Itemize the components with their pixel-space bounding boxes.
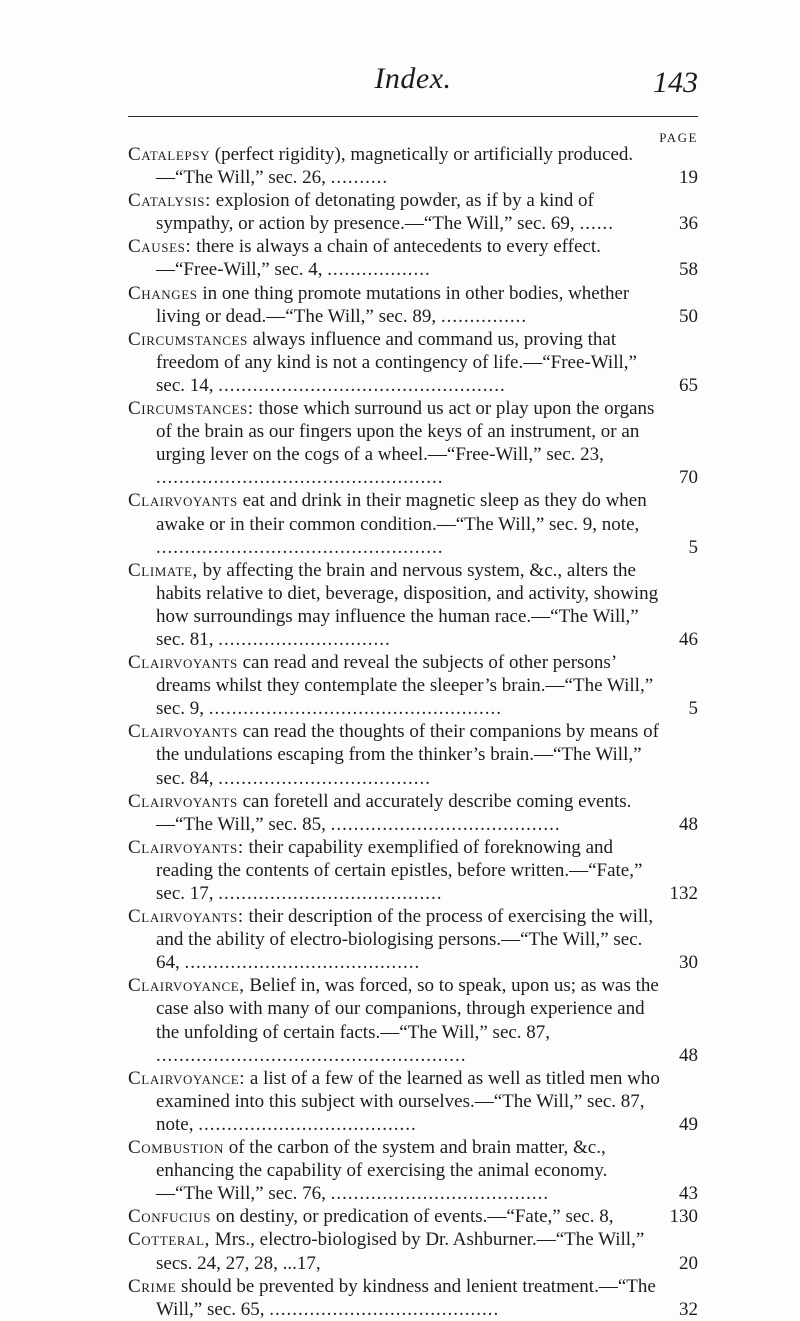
entry-page: 32 [679,1298,698,1320]
leader-dots: ...................................................... [156,1044,467,1066]
entry-text: explosion of detonating powder, as if by a kind of sympathy, or action by presence.—“The Will,” sec. 69, [156,190,594,235]
entry-page: 48 [679,813,698,835]
index-entry [128,1228,698,1274]
leader-dots: ...... [579,213,614,235]
entry-term: Clairvoyants [128,721,238,743]
entry-text: Mrs., electro-biologised by Dr. Ashburner.—“The Will,” secs. 24, 27, 28, ...17, [156,1229,645,1274]
leader-dots: ........................................ [330,813,561,835]
entry-term: Clairvoyants: [128,906,244,928]
entry-page: 132 [669,883,698,904]
entry-page: 48 [679,1044,698,1066]
index-entry [128,282,698,328]
entry-term: Clairvoyants [128,790,238,812]
index-entry [128,489,698,558]
entry-term: Clairvoyants: [128,836,244,858]
entry-page: 5 [688,536,698,558]
entry-term: Changes [128,282,198,304]
entry-text: always influence and command us, proving that freedom of any kind is not a contingency of life.—“Free-Will,” sec. 14, [156,328,637,396]
index-entry [128,836,698,905]
page-title: Index. [374,62,452,95]
entry-text: can read the thoughts of their companions by means of the undulations escaping from the thinker’s brain.—“The Will,” sec. 84, [156,721,659,789]
entry-text: can read and reveal the subjects of other persons’ dreams whilst they contemplate the sleeper’s brain.—“The Will,” sec. 9, [156,652,654,720]
entry-page: 70 [679,467,698,489]
entry-page: 58 [679,259,698,281]
entry-term: Confucius [128,1206,212,1228]
index-entry [128,905,698,974]
page-column-heading: PAGE [659,130,698,145]
entry-page: 130 [669,1206,698,1228]
index-entry [128,974,698,1066]
entry-text: eat and drink in their magnetic sleep as they do when awake or in their common condition.—“The Will,” sec. 9, note, [156,490,647,535]
leader-dots: .......... [330,167,389,189]
entry-term: Crime [128,1275,177,1297]
entry-page: 46 [679,628,698,650]
index-entry [128,1205,698,1228]
index-entry [128,235,698,281]
index-entry [128,1275,698,1321]
leader-dots: .................................................. [156,467,444,489]
entry-text: (perfect rigidity), magnetically or artificially produced.—“The Will,” sec. 26, [156,144,634,189]
entry-page: 36 [679,213,698,235]
header-rule [128,116,698,117]
entry-text: their description of the process of exercising the will, and the ability of electro-biologising persons.—“The Will,” sec. 64, [156,906,654,974]
entry-term: Clairvoyance, [128,975,245,997]
entry-text: on destiny, or predication of events.—“Fate,” sec. 8, [211,1206,614,1228]
leader-dots: ................................................... [208,698,503,720]
index-entry [128,328,698,397]
entry-term: Catalepsy [128,144,211,165]
leader-dots: ..................................... [218,767,432,789]
entry-text: Belief in, was forced, so to speak, upon us; as was the case also with many of our companions, through experience and the unfolding of certain facts.—“The Will,” sec. 87, [156,975,659,1043]
leader-dots: ....................................... [218,883,443,904]
page-number: 143 [653,66,698,99]
index-entry [128,1136,698,1205]
entry-page: 43 [679,1183,698,1205]
index-entry [128,1067,698,1136]
entry-text: their capability exemplified of foreknowing and reading the contents of certain epistles, before written.—“Fate,” sec. 17, [156,836,643,904]
entry-text: a list of a few of the learned as well as titled men who examined into this subject with ourselves.—“The Will,” sec. 87, note, [156,1067,660,1135]
entry-term: Circumstances [128,328,248,350]
leader-dots: .................................................. [218,374,506,396]
entry-term: Clairvoyants [128,652,238,674]
entry-text: in one thing promote mutations in other bodies, whether living or dead.—“The Will,” sec. 89, [156,282,630,327]
leader-dots: ...................................... [198,1113,417,1135]
leader-dots: ............... [440,305,528,327]
entry-text: should be prevented by kindness and lenient treatment.—“The Will,” sec. 65, [156,1275,656,1320]
entry-page: 50 [679,305,698,327]
entry-term: Clairvoyants [128,490,238,512]
index-entry [128,720,698,789]
entry-page: 30 [679,952,698,974]
index-entry [128,559,698,651]
entry-page: 5 [688,698,698,720]
leader-dots: .................. [327,259,431,281]
entry-text: of the carbon of the system and brain matter, &c., enhancing the capability of exercising the animal economy.—“The Will,” sec. 76, [156,1137,608,1205]
leader-dots: ......................................... [184,952,421,974]
index-entry [128,189,698,235]
index-entry [128,790,698,836]
entry-term: Catalysis: [128,190,212,212]
entry-text: can foretell and accurately describe coming events. —“The Will,” sec. 85, [156,790,632,835]
entry-text: by affecting the brain and nervous system, &c., alters the habits relative to diet, beverage, disposition, and activity, showing how surroundings may influence the human race.—“The Will,” sec. 81, [156,559,659,650]
entry-text: those which surround us act or play upon the organs of the brain as our fingers upon the keys of an instrument, or an urging lever on the cogs of a wheel.—“Free-Will,” sec. 23, [156,398,655,466]
leader-dots: .................................................. [156,536,444,558]
entry-text: there is always a chain of antecedents to every effect. —“Free-Will,” sec. 4, [156,236,601,281]
entry-term: Causes: [128,236,192,258]
entry-page: 65 [679,374,698,396]
index-entries [128,143,698,1321]
entry-term: Cotteral, [128,1229,211,1251]
entry-page: 20 [679,1252,698,1274]
leader-dots: .............................. [218,628,391,650]
index-entry [128,397,698,489]
entry-term: Combustion [128,1137,224,1159]
leader-dots: ........................................ [269,1298,500,1320]
entry-page: 19 [679,167,698,189]
entry-term: Clairvoyance: [128,1067,246,1089]
index-entry [128,651,698,720]
entry-page: 49 [679,1113,698,1135]
running-head [128,20,698,100]
leader-dots: ...................................... [330,1183,550,1205]
entry-term: Climate, [128,559,198,581]
index-entry [128,143,698,189]
entry-term: Circumstances: [128,398,254,420]
